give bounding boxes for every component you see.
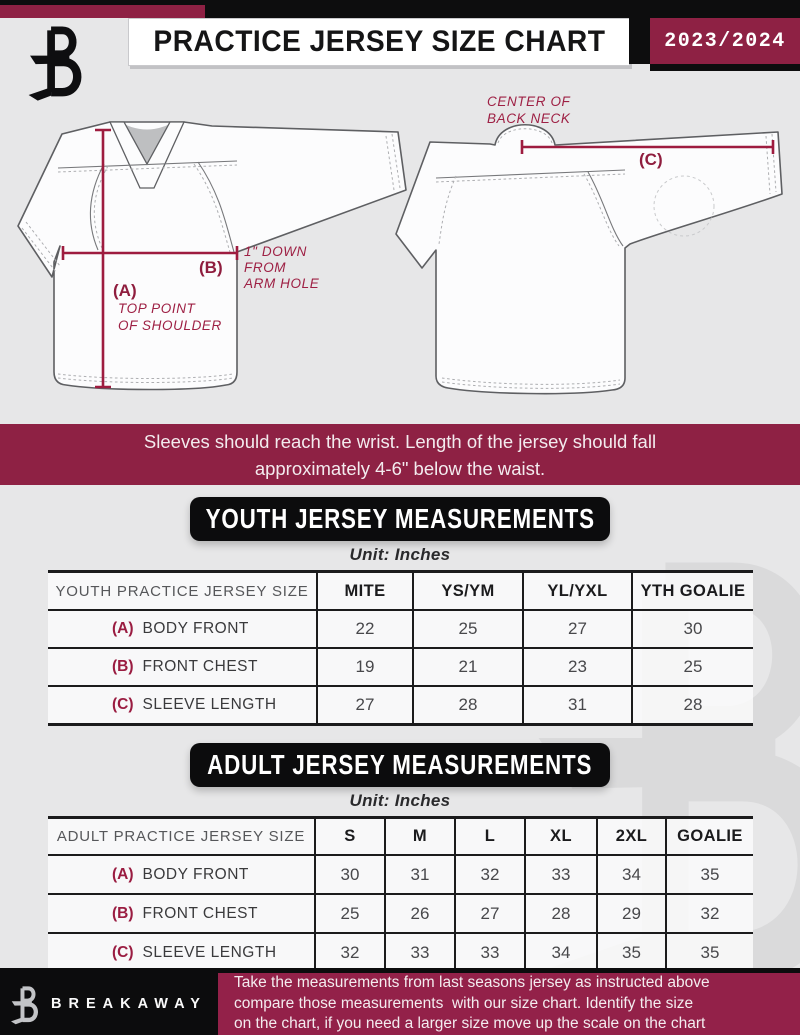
measure-caption-a2: OF SHOULDER	[118, 318, 222, 333]
measurement-value-cell: 27	[317, 686, 413, 725]
breakaway-logo-icon	[28, 22, 84, 102]
size-column-header: GOALIE	[666, 818, 753, 856]
footer-instruction-line1: Take the measurements from last seasons jersey as instructed above	[234, 974, 710, 992]
measurement-value-cell: 35	[597, 933, 666, 973]
measurement-value-cell: 34	[597, 855, 666, 894]
measure-caption-a1: TOP POINT	[118, 301, 196, 316]
youth-banner-title: YOUTH JERSEY MEASUREMENTS	[205, 503, 595, 534]
youth-unit-label: Unit: Inches	[349, 545, 451, 564]
fit-note-line1: Sleeves should reach the wrist. Length of the jersey should fall	[143, 430, 657, 452]
measurement-row	[48, 686, 753, 725]
measurement-key: (B)	[112, 904, 134, 922]
measure-caption-c2: BACK NECK	[487, 111, 571, 126]
measurement-key: (A)	[112, 865, 134, 883]
measurement-row-label	[48, 686, 317, 725]
measurement-value-cell: 27	[455, 894, 525, 933]
footer-instruction-line3: on the chart, if you need a larger size move up the scale on the chart	[234, 1015, 706, 1033]
measure-label-a: (A)	[113, 281, 137, 300]
fit-note-line2: approximately 4-6" below the waist.	[254, 457, 546, 479]
measure-label-c: (C)	[639, 150, 663, 169]
measurement-row-label	[48, 894, 315, 933]
header-maroon-stripe	[0, 5, 205, 18]
measurement-value-cell: 30	[632, 610, 753, 648]
page-title: PRACTICE JERSEY SIZE CHART	[152, 25, 605, 58]
measurement-value-cell: 31	[385, 855, 455, 894]
measurement-name: SLEEVE LENGTH	[142, 696, 277, 713]
measurement-value-cell: 35	[666, 855, 753, 894]
season-box	[650, 18, 800, 64]
footer-instruction-line2: compare those measurements with our size chart. Identify the size	[234, 994, 694, 1012]
size-column-header: XL	[525, 818, 597, 856]
footer-instructions	[218, 973, 800, 1035]
size-column-header: L	[455, 818, 525, 856]
measurement-row-label	[48, 648, 317, 686]
measurement-value-cell: 21	[413, 648, 523, 686]
measurement-row-label	[48, 855, 315, 894]
title-box	[128, 18, 630, 66]
youth-size-table	[48, 570, 753, 726]
measurement-row	[48, 855, 753, 894]
fit-note-bar	[0, 424, 800, 485]
size-column-header: S	[315, 818, 385, 856]
adult-size-table	[48, 816, 753, 974]
measurement-value-cell: 31	[523, 686, 632, 725]
measure-caption-b3: ARM HOLE	[244, 276, 320, 291]
measurement-name: FRONT CHEST	[142, 904, 258, 922]
measure-label-b: (B)	[199, 258, 223, 277]
measurement-value-cell: 33	[525, 855, 597, 894]
season-label: 2023/2024	[664, 29, 786, 53]
measurement-value-cell: 32	[315, 933, 385, 973]
measurement-row	[48, 610, 753, 648]
measurement-value-cell: 32	[455, 855, 525, 894]
measurement-value-cell: 28	[525, 894, 597, 933]
measurement-name: SLEEVE LENGTH	[142, 943, 277, 961]
footer-brand-name: BREAKAWAY	[51, 996, 207, 1012]
measure-caption-c1: CENTER OF	[487, 94, 571, 109]
measurement-name: FRONT CHEST	[142, 658, 258, 675]
measurement-key: (C)	[112, 696, 134, 713]
measurement-value-cell: 30	[315, 855, 385, 894]
size-table-title-cell: ADULT PRACTICE JERSEY SIZE	[48, 818, 315, 856]
measurement-value-cell: 35	[666, 933, 753, 973]
footer-breakaway-logo-icon	[11, 984, 39, 1025]
measurement-value-cell: 19	[317, 648, 413, 686]
size-column-header: 2XL	[597, 818, 666, 856]
measurement-value-cell: 22	[317, 610, 413, 648]
footer-brand	[0, 973, 218, 1035]
measurement-key: (C)	[112, 943, 134, 961]
measurement-value-cell: 33	[385, 933, 455, 973]
measurement-value-cell: 32	[666, 894, 753, 933]
measurement-value-cell: 25	[413, 610, 523, 648]
measurement-value-cell: 26	[385, 894, 455, 933]
measurement-value-cell: 25	[315, 894, 385, 933]
adult-banner-title: ADULT JERSEY MEASUREMENTS	[207, 749, 593, 780]
measurement-key: (B)	[112, 658, 134, 675]
youth-section-banner	[190, 497, 610, 541]
size-column-header: MITE	[317, 572, 413, 611]
jersey-back-diagram	[392, 82, 800, 418]
season-underline	[650, 64, 800, 71]
size-column-header: YS/YM	[413, 572, 523, 611]
measurement-name: BODY FRONT	[142, 865, 249, 883]
size-column-header: YL/YXL	[523, 572, 632, 611]
size-table-header-row	[48, 572, 753, 611]
size-table-header-row	[48, 818, 753, 856]
size-column-header: M	[385, 818, 455, 856]
measurement-row	[48, 894, 753, 933]
measure-caption-b2: FROM	[244, 260, 287, 275]
measurement-key: (A)	[112, 620, 134, 637]
title-divider	[629, 18, 650, 64]
measurement-value-cell: 29	[597, 894, 666, 933]
measurement-value-cell: 28	[632, 686, 753, 725]
adult-unit-label: Unit: Inches	[349, 791, 451, 810]
measurement-row	[48, 648, 753, 686]
measurement-value-cell: 23	[523, 648, 632, 686]
adult-section-banner	[190, 743, 610, 787]
measurement-row-label	[48, 933, 315, 973]
measurement-value-cell: 33	[455, 933, 525, 973]
measurement-value-cell: 34	[525, 933, 597, 973]
measure-caption-b1: 1" DOWN	[244, 244, 307, 259]
measurement-row-label	[48, 610, 317, 648]
size-table-title-cell: YOUTH PRACTICE JERSEY SIZE	[48, 572, 317, 611]
measurement-value-cell: 25	[632, 648, 753, 686]
jersey-front-diagram	[6, 100, 430, 418]
measurement-value-cell: 28	[413, 686, 523, 725]
measurement-name: BODY FRONT	[142, 620, 249, 637]
size-column-header: YTH GOALIE	[632, 572, 753, 611]
measurement-value-cell: 27	[523, 610, 632, 648]
measurement-row	[48, 933, 753, 973]
